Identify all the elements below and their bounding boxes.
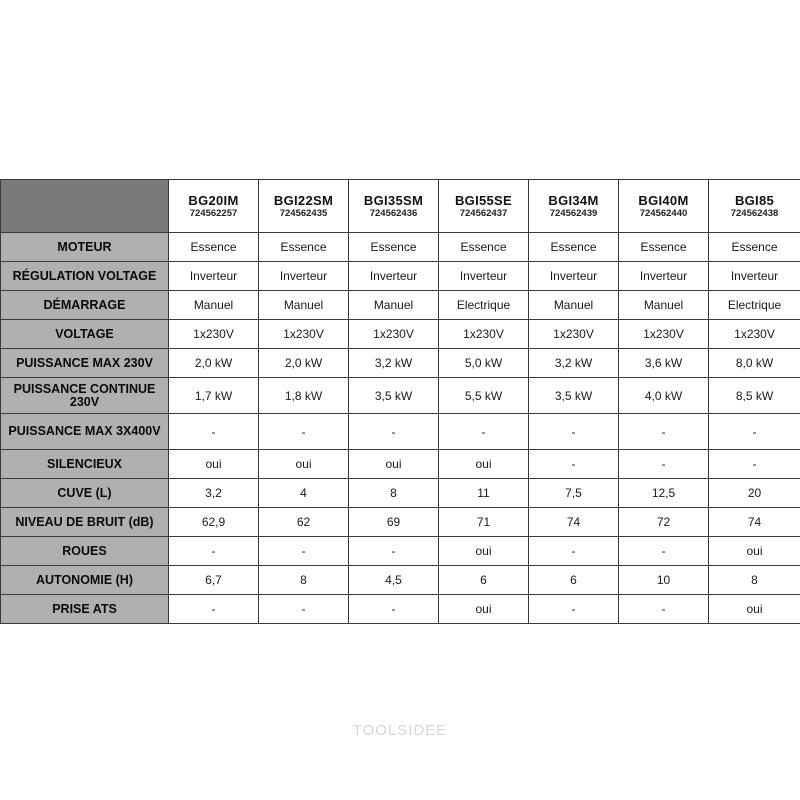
table-cell: 3,2 [169,479,259,508]
row-label: ROUES [1,537,169,566]
model-ref: 724562439 [549,207,598,219]
table-cell: Inverteur [619,262,709,291]
table-cell: Essence [529,233,619,262]
table-cell: 2,0 kW [169,349,259,378]
model-header [619,180,709,233]
row-label: PUISSANCE MAX 230V [1,349,169,378]
model-header [349,180,439,233]
table-cell: 8 [259,566,349,595]
table-cell: - [529,537,619,566]
spec-table [0,179,800,624]
table-cell: 10 [619,566,709,595]
model-name: BG20IM [188,192,239,208]
table-cell: 1x230V [529,320,619,349]
table-cell: 4 [259,479,349,508]
table-cell: 8 [709,566,800,595]
model-ref: 724562436 [369,207,418,219]
table-row [1,450,800,479]
table-row [1,595,800,624]
table-cell: Inverteur [349,262,439,291]
table-cell: oui [709,537,800,566]
table-cell: - [619,595,709,624]
table-cell: 4,0 kW [619,378,709,414]
table-row [1,378,800,414]
table-cell: - [619,537,709,566]
model-ref: 724562438 [730,207,779,219]
table-cell: - [619,414,709,450]
table-cell: Manuel [349,291,439,320]
model-header [439,180,529,233]
table-row [1,566,800,595]
table-cell: 71 [439,508,529,537]
table-cell: - [259,537,349,566]
row-label: CUVE (L) [1,479,169,508]
table-row [1,320,800,349]
table-cell: 1,7 kW [169,378,259,414]
table-cell: 1x230V [259,320,349,349]
table-cell: 69 [349,508,439,537]
table-cell: 1x230V [349,320,439,349]
table-cell: - [709,450,800,479]
table-cell: 3,5 kW [529,378,619,414]
table-row [1,508,800,537]
table-cell: 1,8 kW [259,378,349,414]
table-cell: - [619,450,709,479]
model-ref: 724562437 [459,207,508,219]
table-cell: - [349,414,439,450]
table-cell: Manuel [529,291,619,320]
model-header [259,180,349,233]
table-cell: 5,5 kW [439,378,529,414]
table-row [1,479,800,508]
table-cell: Inverteur [439,262,529,291]
table-cell: Essence [259,233,349,262]
table-cell: Manuel [619,291,709,320]
table-cell: 74 [709,508,800,537]
table-cell: Essence [709,233,800,262]
table-row [1,233,800,262]
table-cell: 3,2 kW [529,349,619,378]
table-cell: oui [439,450,529,479]
table-cell: 1x230V [619,320,709,349]
row-label: SILENCIEUX [1,450,169,479]
table-cell: - [349,595,439,624]
model-header [529,180,619,233]
table-cell: 20 [709,479,800,508]
table-cell: - [529,595,619,624]
table-cell: 12,5 [619,479,709,508]
table-cell: - [529,414,619,450]
table-cell: Essence [439,233,529,262]
table-cell: - [169,595,259,624]
table-cell: 11 [439,479,529,508]
row-label: MOTEUR [1,233,169,262]
table-cell: 8,0 kW [709,349,800,378]
table-cell: Inverteur [259,262,349,291]
model-name: BGI22SM [273,192,334,208]
spec-body [1,233,800,624]
table-cell: - [349,537,439,566]
table-cell: 6 [529,566,619,595]
table-row [1,291,800,320]
table-cell: - [169,414,259,450]
table-cell: Inverteur [169,262,259,291]
model-ref: 724562257 [189,207,238,219]
table-cell: 2,0 kW [259,349,349,378]
table-cell: 62,9 [169,508,259,537]
model-header [709,180,800,233]
table-cell: 8,5 kW [709,378,800,414]
table-row [1,537,800,566]
table-cell: 72 [619,508,709,537]
table-cell: 3,2 kW [349,349,439,378]
table-cell: oui [169,450,259,479]
table-cell: oui [259,450,349,479]
table-cell: Electrique [709,291,800,320]
table-cell: - [259,414,349,450]
table-cell: Manuel [259,291,349,320]
row-label: RÉGULATION VOLTAGE [1,262,169,291]
table-cell: Inverteur [709,262,800,291]
row-label: PUISSANCE MAX 3X400V [1,414,169,450]
table-cell: 6,7 [169,566,259,595]
row-label: DÉMARRAGE [1,291,169,320]
table-cell: oui [349,450,439,479]
row-label: PRISE ATS [1,595,169,624]
model-name: BGI85 [734,192,775,208]
table-cell: Manuel [169,291,259,320]
table-cell: 6 [439,566,529,595]
header-row [1,180,800,233]
table-row [1,262,800,291]
table-cell: 5,0 kW [439,349,529,378]
table-cell: Essence [169,233,259,262]
table-cell: oui [439,595,529,624]
row-label: VOLTAGE [1,320,169,349]
table-cell: 8 [349,479,439,508]
model-ref: 724562435 [279,207,328,219]
table-cell: - [709,414,800,450]
table-row [1,414,800,450]
table-cell: 74 [529,508,619,537]
watermark: TOOLSIDEE [352,722,448,739]
model-name: BGI35SM [363,192,424,208]
model-header [169,180,259,233]
table-cell: Inverteur [529,262,619,291]
table-cell: Essence [349,233,439,262]
model-name: BGI40M [638,192,689,208]
row-label: NIVEAU DE BRUIT (dB) [1,508,169,537]
row-label: PUISSANCE CONTINUE 230V [1,378,169,414]
table-cell: oui [439,537,529,566]
table-cell: 62 [259,508,349,537]
table-cell: - [169,537,259,566]
model-ref: 724562440 [639,207,688,219]
table-row [1,349,800,378]
table-cell: Essence [619,233,709,262]
table-cell: Electrique [439,291,529,320]
table-cell: - [529,450,619,479]
header-corner [1,180,169,233]
table-cell: 1x230V [709,320,800,349]
table-cell: 3,5 kW [349,378,439,414]
table-cell: 3,6 kW [619,349,709,378]
table-cell: 1x230V [439,320,529,349]
model-name: BGI34M [548,192,599,208]
table-cell: 1x230V [169,320,259,349]
table-cell: 4,5 [349,566,439,595]
row-label: AUTONOMIE (H) [1,566,169,595]
table-cell: - [259,595,349,624]
table-cell: oui [709,595,800,624]
table-cell: - [439,414,529,450]
model-name: BGI55SE [454,192,512,208]
table-cell: 7,5 [529,479,619,508]
